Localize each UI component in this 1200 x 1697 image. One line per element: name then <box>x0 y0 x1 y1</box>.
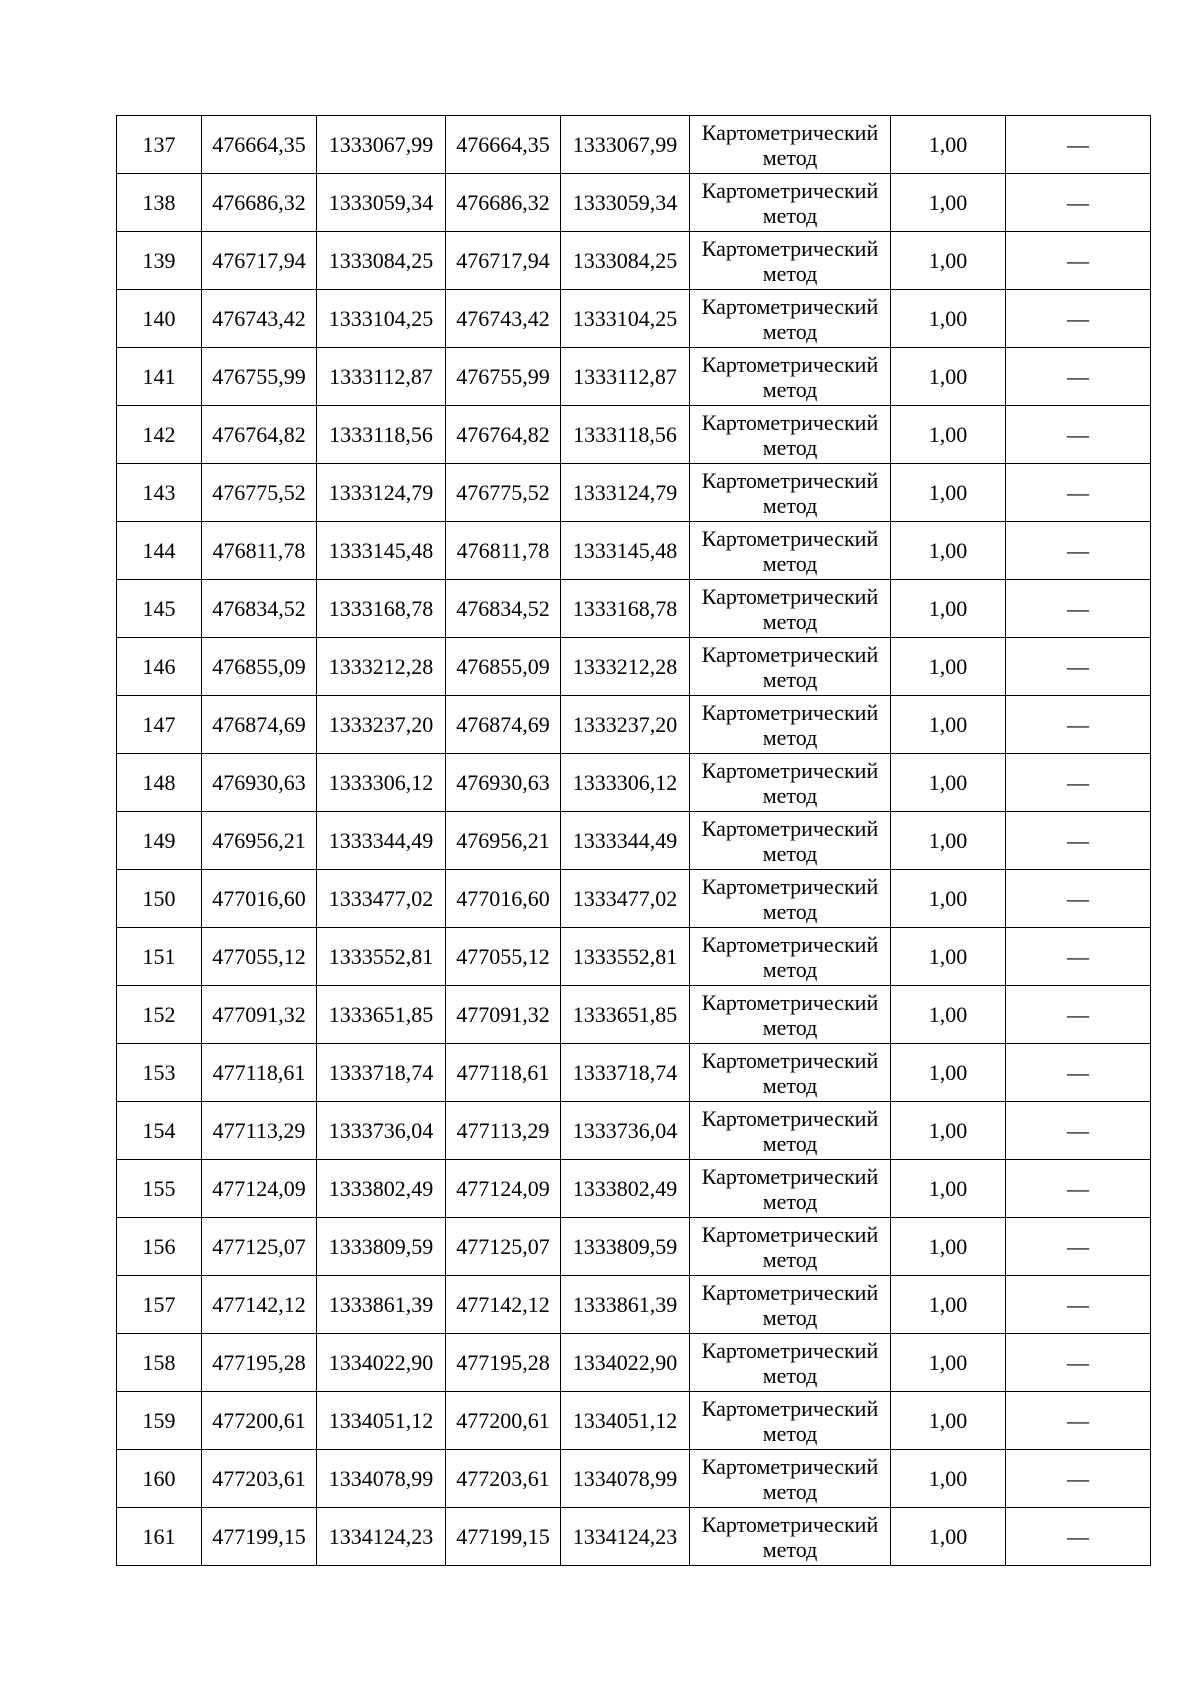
point-number-cell: 149 <box>117 812 202 870</box>
table-row <box>117 1276 1151 1334</box>
y-coordinate-cell: 1334051,12 <box>317 1392 446 1450</box>
x-coordinate-cell: 477124,09 <box>202 1160 317 1218</box>
x-coordinate-cell: 476717,94 <box>202 232 317 290</box>
accuracy-cell: 1,00 <box>891 522 1006 580</box>
x-coordinate-cell: 476956,21 <box>202 812 317 870</box>
y-coordinate-cell: 1334124,23 <box>317 1508 446 1566</box>
point-number-cell: 160 <box>117 1450 202 1508</box>
x-coordinate-existing-cell: 477125,07 <box>446 1218 561 1276</box>
x-coordinate-existing-cell: 476755,99 <box>446 348 561 406</box>
y-coordinate-cell: 1333718,74 <box>317 1044 446 1102</box>
x-coordinate-cell: 477125,07 <box>202 1218 317 1276</box>
x-coordinate-existing-cell: 476743,42 <box>446 290 561 348</box>
x-coordinate-existing-cell: 477118,61 <box>446 1044 561 1102</box>
point-number-cell: 158 <box>117 1334 202 1392</box>
note-cell: — <box>1006 1392 1151 1450</box>
note-cell: — <box>1006 986 1151 1044</box>
accuracy-cell: 1,00 <box>891 406 1006 464</box>
note-cell: — <box>1006 1160 1151 1218</box>
y-coordinate-existing-cell: 1333145,48 <box>561 522 690 580</box>
y-coordinate-cell: 1334022,90 <box>317 1334 446 1392</box>
point-number-cell: 155 <box>117 1160 202 1218</box>
x-coordinate-cell: 477016,60 <box>202 870 317 928</box>
method-cell: Картометрический метод <box>690 1334 891 1392</box>
table-row <box>117 348 1151 406</box>
method-cell: Картометрический метод <box>690 290 891 348</box>
point-number-cell: 140 <box>117 290 202 348</box>
method-cell: Картометрический метод <box>690 928 891 986</box>
point-number-cell: 148 <box>117 754 202 812</box>
method-cell: Картометрический метод <box>690 812 891 870</box>
accuracy-cell: 1,00 <box>891 1450 1006 1508</box>
y-coordinate-existing-cell: 1334022,90 <box>561 1334 690 1392</box>
method-cell: Картометрический метод <box>690 174 891 232</box>
y-coordinate-cell: 1333552,81 <box>317 928 446 986</box>
table-row <box>117 812 1151 870</box>
accuracy-cell: 1,00 <box>891 1102 1006 1160</box>
x-coordinate-cell: 477113,29 <box>202 1102 317 1160</box>
x-coordinate-cell: 476743,42 <box>202 290 317 348</box>
point-number-cell: 161 <box>117 1508 202 1566</box>
y-coordinate-existing-cell: 1334124,23 <box>561 1508 690 1566</box>
y-coordinate-existing-cell: 1333237,20 <box>561 696 690 754</box>
x-coordinate-existing-cell: 476811,78 <box>446 522 561 580</box>
y-coordinate-cell: 1333306,12 <box>317 754 446 812</box>
point-number-cell: 142 <box>117 406 202 464</box>
note-cell: — <box>1006 580 1151 638</box>
note-cell: — <box>1006 348 1151 406</box>
method-cell: Картометрический метод <box>690 232 891 290</box>
table-row <box>117 1450 1151 1508</box>
point-number-cell: 154 <box>117 1102 202 1160</box>
note-cell: — <box>1006 1276 1151 1334</box>
y-coordinate-existing-cell: 1333477,02 <box>561 870 690 928</box>
accuracy-cell: 1,00 <box>891 1044 1006 1102</box>
method-cell: Картометрический метод <box>690 1102 891 1160</box>
table-row <box>117 232 1151 290</box>
table-row <box>117 1044 1151 1102</box>
point-number-cell: 156 <box>117 1218 202 1276</box>
table-row <box>117 1160 1151 1218</box>
note-cell: — <box>1006 464 1151 522</box>
note-cell: — <box>1006 290 1151 348</box>
table-row <box>117 928 1151 986</box>
accuracy-cell: 1,00 <box>891 1218 1006 1276</box>
y-coordinate-existing-cell: 1333067,99 <box>561 116 690 174</box>
x-coordinate-existing-cell: 477203,61 <box>446 1450 561 1508</box>
x-coordinate-cell: 477199,15 <box>202 1508 317 1566</box>
y-coordinate-existing-cell: 1334051,12 <box>561 1392 690 1450</box>
method-cell: Картометрический метод <box>690 580 891 638</box>
table-row <box>117 638 1151 696</box>
y-coordinate-cell: 1334078,99 <box>317 1450 446 1508</box>
accuracy-cell: 1,00 <box>891 348 1006 406</box>
accuracy-cell: 1,00 <box>891 1334 1006 1392</box>
x-coordinate-existing-cell: 477200,61 <box>446 1392 561 1450</box>
x-coordinate-existing-cell: 476764,82 <box>446 406 561 464</box>
x-coordinate-existing-cell: 477113,29 <box>446 1102 561 1160</box>
table-row <box>117 1218 1151 1276</box>
accuracy-cell: 1,00 <box>891 812 1006 870</box>
x-coordinate-existing-cell: 476956,21 <box>446 812 561 870</box>
accuracy-cell: 1,00 <box>891 1392 1006 1450</box>
y-coordinate-cell: 1333084,25 <box>317 232 446 290</box>
x-coordinate-existing-cell: 476664,35 <box>446 116 561 174</box>
table-row <box>117 406 1151 464</box>
y-coordinate-cell: 1333237,20 <box>317 696 446 754</box>
note-cell: — <box>1006 1334 1151 1392</box>
note-cell: — <box>1006 1044 1151 1102</box>
y-coordinate-existing-cell: 1333124,79 <box>561 464 690 522</box>
x-coordinate-existing-cell: 477016,60 <box>446 870 561 928</box>
y-coordinate-cell: 1333212,28 <box>317 638 446 696</box>
x-coordinate-cell: 477118,61 <box>202 1044 317 1102</box>
x-coordinate-existing-cell: 477091,32 <box>446 986 561 1044</box>
accuracy-cell: 1,00 <box>891 290 1006 348</box>
x-coordinate-existing-cell: 477124,09 <box>446 1160 561 1218</box>
note-cell: — <box>1006 696 1151 754</box>
table-row <box>117 464 1151 522</box>
table-row <box>117 174 1151 232</box>
x-coordinate-existing-cell: 476717,94 <box>446 232 561 290</box>
accuracy-cell: 1,00 <box>891 1508 1006 1566</box>
x-coordinate-existing-cell: 476855,09 <box>446 638 561 696</box>
table-row <box>117 116 1151 174</box>
method-cell: Картометрический метод <box>690 1044 891 1102</box>
y-coordinate-cell: 1333145,48 <box>317 522 446 580</box>
accuracy-cell: 1,00 <box>891 116 1006 174</box>
method-cell: Картометрический метод <box>690 986 891 1044</box>
note-cell: — <box>1006 1102 1151 1160</box>
table-row <box>117 986 1151 1044</box>
x-coordinate-existing-cell: 476930,63 <box>446 754 561 812</box>
x-coordinate-existing-cell: 476686,32 <box>446 174 561 232</box>
table-row <box>117 696 1151 754</box>
y-coordinate-existing-cell: 1333084,25 <box>561 232 690 290</box>
y-coordinate-cell: 1333477,02 <box>317 870 446 928</box>
note-cell: — <box>1006 174 1151 232</box>
x-coordinate-cell: 476764,82 <box>202 406 317 464</box>
point-number-cell: 144 <box>117 522 202 580</box>
x-coordinate-cell: 476755,99 <box>202 348 317 406</box>
y-coordinate-existing-cell: 1333736,04 <box>561 1102 690 1160</box>
accuracy-cell: 1,00 <box>891 174 1006 232</box>
y-coordinate-existing-cell: 1333118,56 <box>561 406 690 464</box>
y-coordinate-existing-cell: 1333809,59 <box>561 1218 690 1276</box>
note-cell: — <box>1006 232 1151 290</box>
y-coordinate-cell: 1333809,59 <box>317 1218 446 1276</box>
y-coordinate-cell: 1333067,99 <box>317 116 446 174</box>
y-coordinate-existing-cell: 1333112,87 <box>561 348 690 406</box>
y-coordinate-existing-cell: 1333104,25 <box>561 290 690 348</box>
y-coordinate-existing-cell: 1333212,28 <box>561 638 690 696</box>
table-row <box>117 1392 1151 1450</box>
y-coordinate-cell: 1333861,39 <box>317 1276 446 1334</box>
point-number-cell: 150 <box>117 870 202 928</box>
point-number-cell: 147 <box>117 696 202 754</box>
note-cell: — <box>1006 116 1151 174</box>
point-number-cell: 159 <box>117 1392 202 1450</box>
y-coordinate-existing-cell: 1334078,99 <box>561 1450 690 1508</box>
x-coordinate-cell: 477200,61 <box>202 1392 317 1450</box>
y-coordinate-existing-cell: 1333168,78 <box>561 580 690 638</box>
accuracy-cell: 1,00 <box>891 870 1006 928</box>
accuracy-cell: 1,00 <box>891 232 1006 290</box>
coordinates-table <box>116 115 1151 1566</box>
note-cell: — <box>1006 522 1151 580</box>
point-number-cell: 137 <box>117 116 202 174</box>
accuracy-cell: 1,00 <box>891 1276 1006 1334</box>
note-cell: — <box>1006 406 1151 464</box>
y-coordinate-existing-cell: 1333861,39 <box>561 1276 690 1334</box>
y-coordinate-existing-cell: 1333059,34 <box>561 174 690 232</box>
y-coordinate-cell: 1333124,79 <box>317 464 446 522</box>
accuracy-cell: 1,00 <box>891 1160 1006 1218</box>
x-coordinate-cell: 477091,32 <box>202 986 317 1044</box>
point-number-cell: 153 <box>117 1044 202 1102</box>
point-number-cell: 157 <box>117 1276 202 1334</box>
method-cell: Картометрический метод <box>690 116 891 174</box>
x-coordinate-cell: 476855,09 <box>202 638 317 696</box>
accuracy-cell: 1,00 <box>891 464 1006 522</box>
accuracy-cell: 1,00 <box>891 580 1006 638</box>
y-coordinate-cell: 1333118,56 <box>317 406 446 464</box>
x-coordinate-existing-cell: 477195,28 <box>446 1334 561 1392</box>
note-cell: — <box>1006 1508 1151 1566</box>
method-cell: Картометрический метод <box>690 464 891 522</box>
table-row <box>117 754 1151 812</box>
note-cell: — <box>1006 754 1151 812</box>
x-coordinate-cell: 476811,78 <box>202 522 317 580</box>
point-number-cell: 145 <box>117 580 202 638</box>
table-row <box>117 580 1151 638</box>
table-row <box>117 1334 1151 1392</box>
table-row <box>117 1508 1151 1566</box>
x-coordinate-cell: 476775,52 <box>202 464 317 522</box>
y-coordinate-cell: 1333168,78 <box>317 580 446 638</box>
x-coordinate-cell: 476664,35 <box>202 116 317 174</box>
point-number-cell: 141 <box>117 348 202 406</box>
accuracy-cell: 1,00 <box>891 928 1006 986</box>
accuracy-cell: 1,00 <box>891 638 1006 696</box>
point-number-cell: 139 <box>117 232 202 290</box>
method-cell: Картометрический метод <box>690 522 891 580</box>
y-coordinate-cell: 1333651,85 <box>317 986 446 1044</box>
note-cell: — <box>1006 1218 1151 1276</box>
method-cell: Картометрический метод <box>690 1450 891 1508</box>
accuracy-cell: 1,00 <box>891 696 1006 754</box>
x-coordinate-cell: 477142,12 <box>202 1276 317 1334</box>
accuracy-cell: 1,00 <box>891 754 1006 812</box>
y-coordinate-existing-cell: 1333802,49 <box>561 1160 690 1218</box>
accuracy-cell: 1,00 <box>891 986 1006 1044</box>
y-coordinate-existing-cell: 1333651,85 <box>561 986 690 1044</box>
x-coordinate-existing-cell: 476834,52 <box>446 580 561 638</box>
x-coordinate-existing-cell: 477142,12 <box>446 1276 561 1334</box>
method-cell: Картометрический метод <box>690 348 891 406</box>
method-cell: Картометрический метод <box>690 1392 891 1450</box>
y-coordinate-existing-cell: 1333552,81 <box>561 928 690 986</box>
y-coordinate-existing-cell: 1333344,49 <box>561 812 690 870</box>
method-cell: Картометрический метод <box>690 696 891 754</box>
x-coordinate-cell: 476686,32 <box>202 174 317 232</box>
method-cell: Картометрический метод <box>690 1218 891 1276</box>
x-coordinate-cell: 476834,52 <box>202 580 317 638</box>
y-coordinate-cell: 1333736,04 <box>317 1102 446 1160</box>
y-coordinate-cell: 1333802,49 <box>317 1160 446 1218</box>
x-coordinate-cell: 477055,12 <box>202 928 317 986</box>
x-coordinate-cell: 476930,63 <box>202 754 317 812</box>
method-cell: Картометрический метод <box>690 638 891 696</box>
point-number-cell: 146 <box>117 638 202 696</box>
y-coordinate-cell: 1333104,25 <box>317 290 446 348</box>
note-cell: — <box>1006 870 1151 928</box>
point-number-cell: 152 <box>117 986 202 1044</box>
x-coordinate-existing-cell: 476775,52 <box>446 464 561 522</box>
method-cell: Картометрический метод <box>690 1276 891 1334</box>
table-row <box>117 290 1151 348</box>
x-coordinate-existing-cell: 477199,15 <box>446 1508 561 1566</box>
x-coordinate-cell: 477203,61 <box>202 1450 317 1508</box>
y-coordinate-existing-cell: 1333718,74 <box>561 1044 690 1102</box>
point-number-cell: 138 <box>117 174 202 232</box>
note-cell: — <box>1006 638 1151 696</box>
point-number-cell: 143 <box>117 464 202 522</box>
x-coordinate-cell: 477195,28 <box>202 1334 317 1392</box>
method-cell: Картометрический метод <box>690 406 891 464</box>
method-cell: Картометрический метод <box>690 870 891 928</box>
x-coordinate-cell: 476874,69 <box>202 696 317 754</box>
point-number-cell: 151 <box>117 928 202 986</box>
method-cell: Картометрический метод <box>690 1508 891 1566</box>
method-cell: Картометрический метод <box>690 754 891 812</box>
table-row <box>117 1102 1151 1160</box>
note-cell: — <box>1006 1450 1151 1508</box>
table-body <box>117 116 1151 1566</box>
x-coordinate-existing-cell: 477055,12 <box>446 928 561 986</box>
y-coordinate-cell: 1333059,34 <box>317 174 446 232</box>
method-cell: Картометрический метод <box>690 1160 891 1218</box>
note-cell: — <box>1006 928 1151 986</box>
table-row <box>117 522 1151 580</box>
y-coordinate-cell: 1333112,87 <box>317 348 446 406</box>
x-coordinate-existing-cell: 476874,69 <box>446 696 561 754</box>
note-cell: — <box>1006 812 1151 870</box>
y-coordinate-cell: 1333344,49 <box>317 812 446 870</box>
table-row <box>117 870 1151 928</box>
y-coordinate-existing-cell: 1333306,12 <box>561 754 690 812</box>
